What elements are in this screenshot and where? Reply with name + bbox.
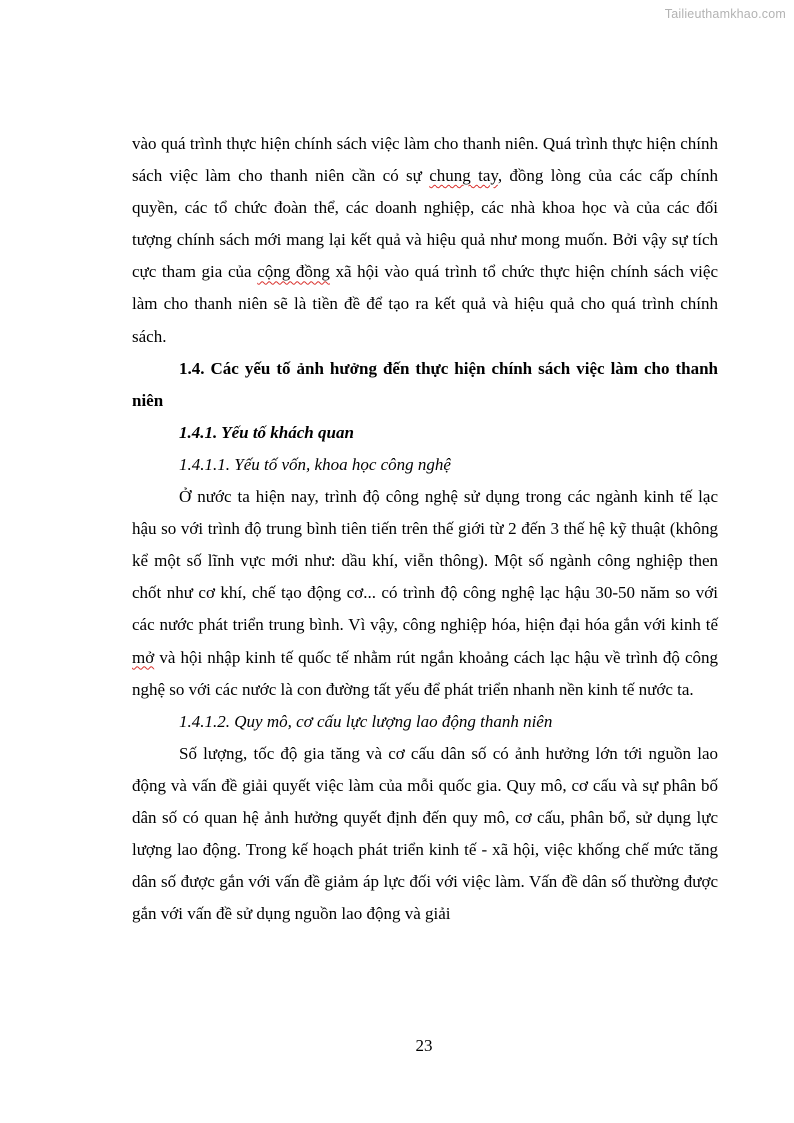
paragraph-continuation [132,128,718,353]
subsubsection-heading-1-4-1-1: 1.4.1.1. Yếu tố vốn, khoa học công nghệ [179,454,451,474]
section-heading-1-4: 1.4. Các yếu tố ảnh hưởng đến thực hiện chính sách việc làm cho thanh niên [132,358,718,410]
page-body [132,128,718,930]
paragraph-1-text-2: , đồng lòng của các cấp chính quyền, các tổ chức đoàn thể, các doanh nghiệp, các nhà khoa học và của các đối tượng chính sách mới mang lại kết quả và hiệu quả như mong muốn. Bởi vậy sự tích cực tham gia của [132,166,719,282]
paragraph-labor-force: Số lượng, tốc độ gia tăng và cơ cấu dân số có ảnh hưởng lớn tới nguồn lao động và vấn đề giải quyết việc làm của mỗi quốc gia. Quy mô, cơ cấu và sự phân bố dân số có quan hệ ảnh hưởng quyết định đến quy mô, cơ cấu, phân bổ, sử dụng lực lượng lao động. Trong kế hoạch phát triển kinh tế - xã hội, việc khống chế mức tăng dân số được gắn với vấn đề giảm áp lực đối với việc làm. Vấn đề dân số thường được gắn với vấn đề sử dụng nguồn lao động và giải [132,743,718,924]
page-number: 23 [415,1036,433,1055]
spellcheck-squiggle-cong-dong: cộng đồng [257,262,330,282]
paragraph-technology [132,481,718,706]
spellcheck-squiggle-mo: mở [132,647,155,667]
subsubsection-heading-1-4-1-2: 1.4.1.2. Quy mô, cơ cấu lực lượng lao động thanh niên [179,711,553,731]
spellcheck-squiggle-chung-tay: chung tay [429,166,498,186]
subsection-heading-1-4-1: 1.4.1. Yếu tố khách quan [179,422,354,442]
paragraph-1-text-1: vào quá trình thực hiện chính sách việc làm cho thanh niên. Quá trình thực hiện chính sách việc làm cho thanh niên cần có sự [132,134,718,186]
paragraph-2-text-2: và hội nhập kinh tế quốc tế nhằm rút ngắn khoảng cách lạc hậu về trình độ công nghệ so với các nước là con đường tất yếu để phát triển nhanh nền kinh tế nước ta. [132,647,718,699]
paragraph-2-text-1: Ở nước ta hiện nay, trình độ công nghệ sử dụng trong các ngành kinh tế lạc hậu so với trình độ trung bình tiên tiến trên thế giới từ 2 đến 3 thế hệ kỹ thuật (không kể một số lĩnh vực mới như: dầu khí, viễn thông). Một số ngành công nghiệp then chốt như cơ khí, chế tạo động cơ... có trình độ công nghệ lạc hậu 30-50 năm so với các nước phát triển trung bình. Vì vậy, công nghiệp hóa, hiện đại hóa gắn với kinh tế [132,487,718,635]
watermark: Tailieuthamkhao.com [664,7,786,21]
paragraph-1-text-3: xã hội vào quá trình tổ chức thực hiện chính sách việc làm cho thanh niên sẽ là tiền đề để tạo ra kết quả và hiệu quả cho quá trình chính sách. [132,262,718,346]
